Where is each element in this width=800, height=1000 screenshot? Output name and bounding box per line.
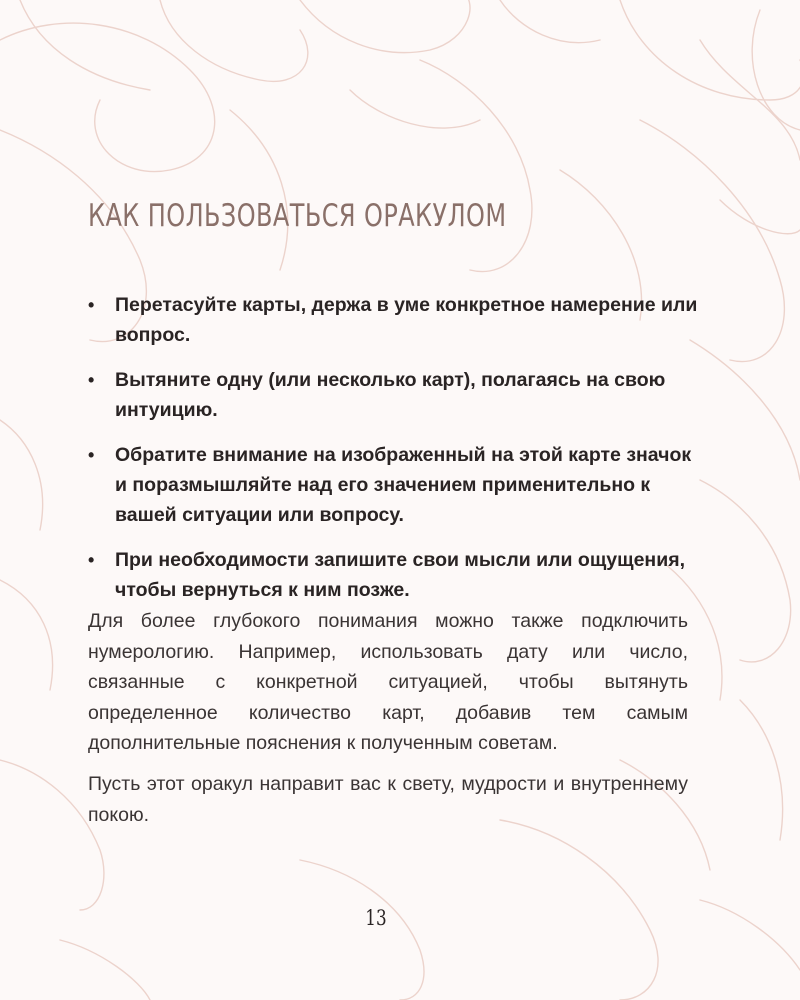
bullet-icon: • [88,295,95,315]
list-item [88,545,698,605]
instruction-list [88,290,698,620]
list-item [88,440,698,530]
list-item [88,290,698,350]
body-paragraph-closing: Пусть этот оракул направит вас к свету, мудрости и внутреннему покою. [88,773,688,826]
list-item-text: Обратите внимание на изображенный на этой карте значок и поразмышляйте над его значением применительно к вашей ситуации или вопросу. [115,444,692,526]
bullet-icon: • [88,550,95,570]
list-item-text: При необходимости запишите свои мысли или ощущения, чтобы вернуться к ним позже. [115,549,685,601]
bullet-icon: • [88,445,95,465]
bullet-icon: • [88,370,95,390]
page-title: КАК ПОЛЬЗОВАТЬСЯ ОРАКУЛОМ [88,198,507,234]
list-item-text: Вытяните одну (или несколько карт), полагаясь на свою интуицию. [115,369,666,421]
list-item-text: Перетасуйте карты, держа в уме конкретное намерение или вопрос. [115,294,698,346]
body-paragraph-numerology: Для более глубокого понимания можно также подключить нумерологию. Например, использовать дату или число, связанные с конкретной ситуацией, чтобы вытянуть определенное количество карт, добавив тем самым дополнительные пояснения к полученным советам. [88,610,688,754]
list-item [88,365,698,425]
page-number: 13 [365,906,387,930]
